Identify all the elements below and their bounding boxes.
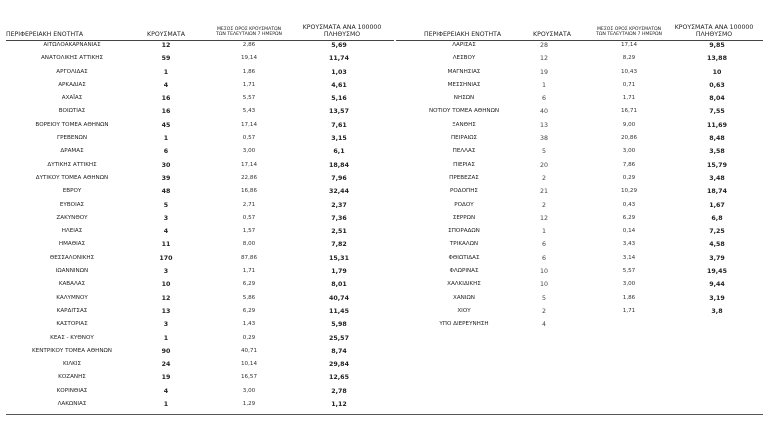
cell-per100k: 4,58	[709, 241, 725, 249]
cell-cases: 10	[161, 281, 171, 289]
cell-avg: 6,29	[622, 214, 636, 221]
cell-per100k: 12,65	[329, 374, 349, 382]
cell-region: ΚΕΝΤΡΙΚΟΥ ΤΟΜΕΑ ΑΘΗΝΩΝ	[32, 347, 112, 354]
cell-cases: 6	[163, 148, 169, 156]
cell-cases: 40	[539, 108, 548, 116]
cell-cases: 6	[541, 95, 546, 103]
cell-per100k: 32,44	[329, 188, 349, 196]
cell-per100k: 8,01	[331, 281, 347, 289]
cell-cases: 39	[161, 174, 171, 182]
cell-cases: 59	[161, 55, 171, 63]
cell-region: ΗΛΕΙΑΣ	[61, 228, 83, 235]
cell-avg: 6,29	[242, 307, 256, 314]
cell-per100k: 9,85	[709, 42, 725, 49]
cell-per100k: 3,48	[709, 174, 725, 182]
cell-region: ΓΡΕΒΕΝΩΝ	[56, 135, 88, 142]
cell-cases: 13	[539, 121, 548, 129]
cell-region: ΝΗΣΩΝ	[453, 95, 475, 102]
cell-cases: 12	[539, 214, 548, 222]
cell-avg: 1,71	[242, 268, 256, 275]
header-avg: ΜΕΣΟΣ ΟΡΟΣ ΚΡΟΥΣΜΑΤΩΝ ΤΩΝ ΤΕΛΕΥΤΑΙΩΝ 7 ΗΜΕΡΩΝ	[216, 27, 282, 38]
cell-region: ΚΙΛΚΙΣ	[63, 361, 81, 368]
cell-region: ΙΩΑΝΝΙΝΩΝ	[55, 268, 89, 275]
cell-cases: 5	[541, 294, 546, 302]
cell-avg: 17,14	[620, 42, 637, 48]
cell-region: ΧΑΝΙΩΝ	[453, 294, 475, 301]
cell-avg: 1,71	[622, 95, 636, 102]
cell-cases: 1	[163, 68, 169, 76]
cell-region: ΥΠΟ ΔΙΕΡΕΥΝΗΣΗ	[439, 321, 489, 328]
header-region: ΠΕΡΙΦΕΡΕΙΑΚΗ ΕΝΟΤΗΤΑ	[424, 30, 502, 38]
cell-avg: 9,00	[622, 121, 636, 128]
cell-avg: 0,43	[622, 201, 636, 208]
cell-cases: 6	[541, 241, 546, 249]
cell-per100k: 25,57	[329, 334, 349, 342]
cell-region: ΠΡΕΒΕΖΑΣ	[449, 174, 479, 181]
cell-cases: 10	[539, 281, 548, 289]
cell-region: ΑΝΑΤΟΛΙΚΗΣ ΑΤΤΙΚΗΣ	[40, 55, 104, 62]
cell-cases: 48	[161, 188, 171, 196]
cell-region: ΠΕΙΡΑΙΩΣ	[450, 135, 478, 142]
cell-per100k: 15,31	[329, 254, 349, 262]
cell-region: ΦΛΩΡΙΝΑΣ	[449, 268, 479, 275]
cell-cases: 12	[161, 294, 171, 302]
cell-avg: 5,43	[242, 108, 256, 115]
cell-cases: 12	[539, 55, 548, 63]
cell-per100k: 7,55	[709, 108, 725, 116]
cell-cases: 2	[541, 201, 546, 209]
cell-avg: 17,14	[240, 161, 257, 168]
cell-cases: 16	[161, 95, 171, 103]
cell-per100k: 2,37	[331, 201, 347, 209]
cell-region: ΚΕΑΣ - ΚΥΘΝΟΥ	[50, 334, 94, 341]
cell-cases: 20	[539, 161, 548, 169]
header-per100k: ΚΡΟΥΣΜΑΤΑ ΑΝΑ 100000 ΠΛΗΘΥΣΜΟ	[302, 24, 382, 38]
cell-avg: 16,86	[240, 188, 257, 195]
cell-avg: 1,29	[242, 401, 256, 408]
cell-avg: 10,29	[620, 188, 637, 195]
cell-avg: 2,71	[242, 201, 256, 208]
cell-avg: 1,71	[242, 81, 256, 88]
cell-cases: 1	[541, 228, 546, 236]
cell-per100k: 1,12	[331, 401, 347, 409]
cell-per100k: 8,04	[709, 95, 725, 103]
cell-avg: 0,29	[242, 334, 256, 341]
cell-region: ΠΙΕΡΙΑΣ	[453, 161, 475, 168]
cell-per100k: 8,74	[331, 347, 347, 355]
cell-per100k: 7,25	[709, 228, 725, 236]
cell-per100k: 6,8	[711, 214, 723, 222]
cell-per100k: 3,19	[709, 294, 725, 302]
header-per100k: ΚΡΟΥΣΜΑΤΑ ΑΝΑ 100000 ΠΛΗΘΥΣΜΟ	[674, 24, 754, 38]
cell-cases: 11	[161, 241, 171, 249]
cell-per100k: 29,84	[329, 361, 349, 369]
cell-avg: 19,14	[240, 55, 257, 62]
cell-avg: 1,86	[622, 294, 636, 301]
cell-avg: 8,29	[622, 55, 636, 62]
cell-cases: 1	[163, 334, 169, 342]
cell-avg: 0,29	[622, 174, 636, 181]
cell-cases: 16	[161, 108, 171, 116]
cell-avg: 3,00	[622, 148, 636, 155]
cell-avg: 1,43	[242, 321, 256, 328]
cell-region: ΑΙΤΩΛΟΑΚΑΡΝΑΝΙΑΣ	[43, 42, 101, 48]
cell-region: ΖΑΚΥΝΘΟΥ	[56, 214, 88, 221]
cell-per100k: 2,78	[331, 387, 347, 395]
cell-per100k: 7,36	[331, 214, 347, 222]
cell-cases: 4	[163, 81, 169, 89]
cell-region: ΒΟΡΕΙΟΥ ΤΟΜΕΑ ΑΘΗΝΩΝ	[35, 121, 109, 128]
cell-region: ΑΡΚΑΔΙΑΣ	[58, 81, 86, 88]
cell-region: ΚΑΒΑΛΑΣ	[58, 281, 86, 288]
cell-per100k: 7,61	[331, 121, 347, 129]
cell-region: ΑΧΑΪΑΣ	[61, 95, 83, 102]
cell-region: ΒΟΙΩΤΙΑΣ	[58, 108, 86, 115]
cell-avg: 16,71	[620, 108, 637, 115]
cell-region: ΣΠΟΡΑΔΩΝ	[448, 228, 480, 235]
cell-avg: 40,71	[240, 347, 257, 354]
cell-per100k: 18,84	[329, 161, 349, 169]
cell-cases: 170	[159, 254, 173, 262]
cell-avg: 0,57	[242, 214, 256, 221]
cell-avg: 6,29	[242, 281, 256, 288]
cell-cases: 10	[539, 268, 548, 276]
cell-region: ΤΡΙΚΑΛΩΝ	[449, 241, 479, 248]
cell-cases: 2	[541, 174, 546, 182]
cell-per100k: 9,44	[709, 281, 725, 289]
cell-per100k: 5,16	[331, 95, 347, 103]
cell-region: ΞΑΝΘΗΣ	[452, 121, 476, 128]
cell-region: ΣΕΡΡΩΝ	[452, 214, 476, 221]
cell-cases: 28	[539, 42, 548, 49]
cell-region: ΛΑΚΩΝΙΑΣ	[57, 401, 87, 408]
cell-per100k: 11,45	[329, 307, 349, 315]
header-cases: ΚΡΟΥΣΜΑΤΑ	[533, 30, 571, 38]
cell-per100k: 0,63	[709, 81, 725, 89]
cell-cases: 3	[163, 268, 169, 276]
cell-avg: 2,86	[242, 42, 256, 48]
cell-avg: 0,14	[622, 228, 636, 235]
cell-region: ΔΡΑΜΑΣ	[60, 148, 84, 155]
cell-cases: 1	[163, 401, 169, 409]
cell-region: ΚΟΖΑΝΗΣ	[58, 374, 86, 381]
cell-cases: 4	[541, 321, 546, 329]
cell-avg: 17,14	[240, 121, 257, 128]
cell-cases: 13	[161, 307, 171, 315]
cell-region: ΡΟΔΟΠΗΣ	[450, 188, 478, 195]
cell-per100k: 15,79	[707, 161, 727, 169]
cell-per100k: 11,69	[707, 121, 727, 129]
cell-avg: 1,57	[242, 228, 256, 235]
cell-region: ΛΑΡΙΣΑΣ	[452, 42, 476, 48]
cell-cases: 19	[161, 374, 171, 382]
cell-cases: 90	[161, 347, 171, 355]
cell-avg: 3,43	[622, 241, 636, 248]
cell-avg: 10,14	[240, 361, 257, 368]
cell-region: ΑΡΓΟΛΙΔΑΣ	[56, 68, 88, 75]
cell-region: ΡΟΔΟΥ	[454, 201, 474, 208]
cell-avg: 87,86	[240, 254, 257, 261]
cell-avg: 3,00	[242, 387, 256, 394]
cell-per100k: 40,74	[329, 294, 349, 302]
cell-region: ΛΕΣΒΟΥ	[452, 55, 476, 62]
cell-region: ΜΑΓΝΗΣΙΑΣ	[447, 68, 481, 75]
cell-per100k: 10	[712, 68, 722, 76]
cell-avg: 5,57	[242, 95, 256, 102]
cell-per100k: 5,98	[331, 321, 347, 329]
cell-per100k: 1,03	[331, 68, 347, 76]
cell-cases: 21	[539, 188, 548, 196]
cell-region: ΧΙΟΥ	[457, 307, 471, 314]
cell-per100k: 8,48	[709, 135, 725, 143]
cell-avg: 1,86	[242, 68, 256, 75]
cell-region: ΕΒΡΟΥ	[62, 188, 82, 195]
cell-avg: 1,71	[622, 307, 636, 314]
table-bottom-rule	[6, 414, 763, 415]
cell-avg: 3,00	[622, 281, 636, 288]
cell-cases: 19	[539, 68, 548, 76]
cell-cases: 1	[541, 81, 546, 89]
cell-cases: 1	[163, 135, 169, 143]
cell-cases: 5	[541, 148, 546, 156]
cell-region: ΕΥΒΟΙΑΣ	[59, 201, 85, 208]
cell-avg: 7,86	[622, 161, 636, 168]
cell-per100k: 19,45	[707, 268, 727, 276]
cell-cases: 5	[163, 201, 169, 209]
cell-region: ΝΟΤΙΟΥ ΤΟΜΕΑ ΑΘΗΝΩΝ	[428, 108, 500, 115]
cell-region: ΔΥΤΙΚΗΣ ΑΤΤΙΚΗΣ	[47, 161, 97, 168]
cell-avg: 22,86	[240, 174, 257, 181]
cell-per100k: 18,74	[707, 188, 727, 196]
cell-per100k: 1,79	[331, 268, 347, 276]
cell-region: ΦΘΙΩΤΙΔΑΣ	[448, 254, 480, 261]
cell-avg: 5,57	[622, 268, 636, 275]
cell-avg: 8,00	[242, 241, 256, 248]
cell-per100k: 13,88	[707, 55, 727, 63]
cell-avg: 5,86	[242, 294, 256, 301]
cell-cases: 12	[161, 42, 171, 49]
cell-region: ΚΑΛΥΜΝΟΥ	[56, 294, 88, 301]
cell-region: ΜΕΣΣΗΝΙΑΣ	[447, 81, 481, 88]
cell-cases: 24	[161, 361, 171, 369]
cell-avg: 20,86	[620, 135, 637, 142]
cell-cases: 6	[541, 254, 546, 262]
cell-avg: 3,14	[622, 254, 636, 261]
cell-cases: 3	[163, 214, 169, 222]
header-cases: ΚΡΟΥΣΜΑΤΑ	[147, 30, 185, 38]
cell-per100k: 11,74	[329, 55, 349, 63]
cell-region: ΠΕΛΛΑΣ	[452, 148, 476, 155]
cell-region: ΚΟΡΙΝΘΙΑΣ	[56, 387, 88, 394]
cell-per100k: 3,8	[711, 307, 723, 315]
cell-avg: 0,57	[242, 135, 256, 142]
left-table-header	[6, 20, 394, 41]
cell-per100k: 7,82	[331, 241, 347, 249]
cell-per100k: 2,51	[331, 228, 347, 236]
cell-cases: 2	[541, 307, 546, 315]
cell-region: ΚΑΡΔΙΤΣΑΣ	[56, 307, 88, 314]
cell-cases: 45	[161, 121, 171, 129]
cell-avg: 16,57	[240, 374, 257, 381]
cell-avg: 0,71	[622, 81, 636, 88]
cell-per100k: 1,67	[709, 201, 725, 209]
cell-region: ΗΜΑΘΙΑΣ	[58, 241, 86, 248]
cell-cases: 30	[161, 161, 171, 169]
right-table-header	[396, 20, 763, 41]
cell-cases: 38	[539, 135, 548, 143]
cell-region: ΘΕΣΣΑΛΟΝΙΚΗΣ	[49, 254, 95, 261]
cell-per100k: 3,79	[709, 254, 725, 262]
cell-region: ΧΑΛΚΙΔΙΚΗΣ	[447, 281, 481, 288]
cell-cases: 4	[163, 387, 169, 395]
cell-region: ΔΥΤΙΚΟΥ ΤΟΜΕΑ ΑΘΗΝΩΝ	[35, 174, 109, 181]
cell-cases: 3	[163, 321, 169, 329]
cell-per100k: 4,61	[331, 81, 347, 89]
cell-region: ΚΑΣΤΟΡΙΑΣ	[56, 321, 88, 328]
cell-per100k: 3,15	[331, 135, 347, 143]
cell-per100k: 6,1	[333, 148, 345, 156]
cell-cases: 4	[163, 228, 169, 236]
cell-per100k: 13,57	[329, 108, 349, 116]
header-region: ΠΕΡΙΦΕΡΕΙΑΚΗ ΕΝΟΤΗΤΑ	[6, 30, 84, 38]
cell-per100k: 3,58	[709, 148, 725, 156]
cell-avg: 10,43	[620, 68, 637, 75]
cell-avg: 3,00	[242, 148, 256, 155]
header-avg: ΜΕΣΟΣ ΟΡΟΣ ΚΡΟΥΣΜΑΤΩΝ ΤΩΝ ΤΕΛΕΥΤΑΙΩΝ 7 ΗΜΕΡΩΝ	[596, 27, 662, 38]
cell-per100k: 5,69	[331, 42, 347, 49]
cell-per100k: 7,96	[331, 174, 347, 182]
